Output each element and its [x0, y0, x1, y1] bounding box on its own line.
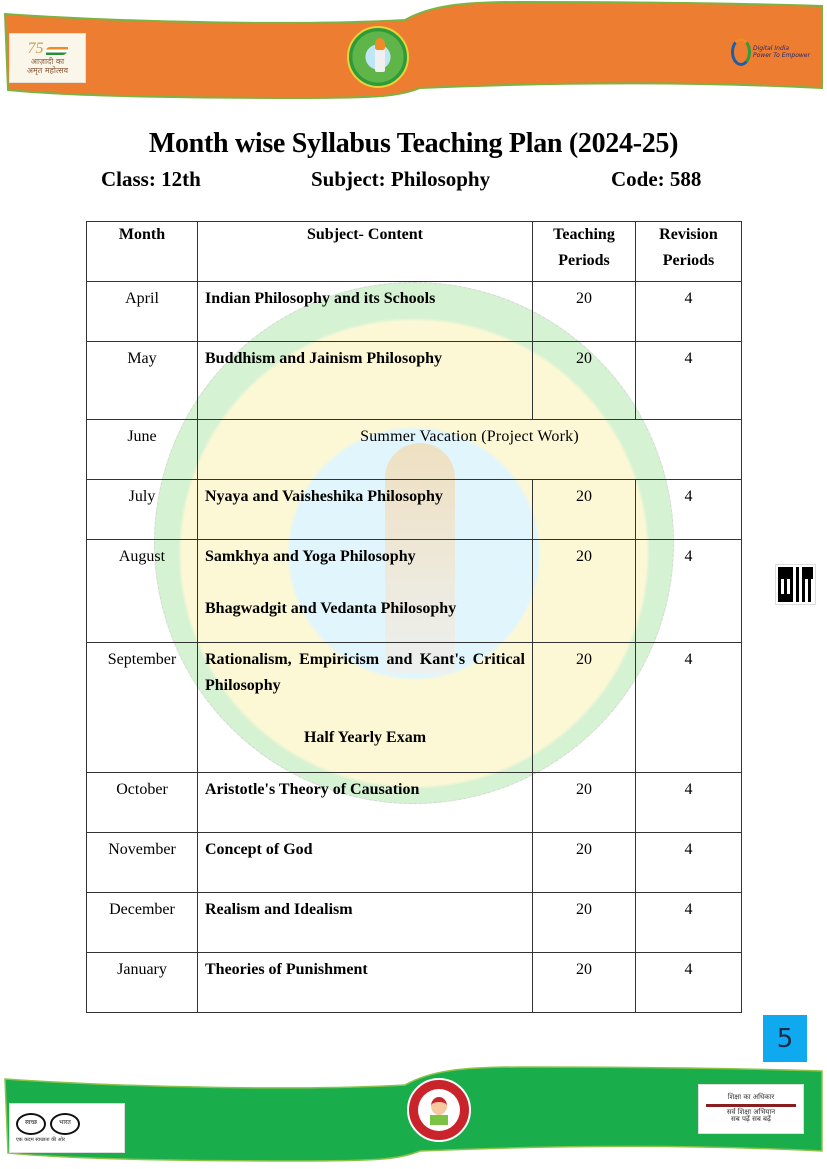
book-icon	[430, 1115, 448, 1125]
revision-periods-cell: 4	[636, 342, 742, 420]
teaching-periods-cell: 20	[533, 833, 636, 893]
teaching-periods-cell: 20	[533, 953, 636, 1013]
lens-left-text: स्वच्छ	[16, 1113, 46, 1135]
teaching-periods-cell: 20	[533, 342, 636, 420]
content-cell	[198, 540, 533, 643]
content-cell: Buddhism and Jainism Philosophy	[198, 342, 533, 420]
teaching-periods-cell: 20	[533, 773, 636, 833]
revision-periods-cell: 4	[636, 833, 742, 893]
logo-text-line1: आज़ादी का	[30, 57, 65, 66]
month-cell: July	[87, 480, 198, 540]
class-label: Class: 12th	[101, 167, 201, 191]
page-title: Month wise Syllabus Teaching Plan (2024-25)	[148, 128, 679, 159]
flag-icon	[46, 47, 68, 55]
content-cell	[198, 643, 533, 773]
month-cell: September	[87, 643, 198, 773]
month-cell: May	[87, 342, 198, 420]
logo-75-text: 75	[27, 40, 44, 58]
digital-india-logo	[731, 38, 810, 70]
month-cell: December	[87, 893, 198, 953]
pencil-bar-icon	[706, 1104, 796, 1107]
content-topic-1: Rationalism, Empiricism and Kant's Critical Philosophy	[205, 651, 525, 694]
digital-india-tagline: Power To Empower	[753, 51, 810, 59]
revision-periods-cell: 4	[636, 953, 742, 1013]
teaching-periods-cell: 20	[533, 540, 636, 643]
vacation-cell: Summer Vacation (Project Work)	[198, 420, 742, 480]
shiksha-ka-adhikar-logo	[698, 1084, 804, 1134]
month-cell: October	[87, 773, 198, 833]
swachh-tagline: एक कदम स्वच्छता की ओर	[16, 1136, 65, 1143]
digital-india-text	[753, 46, 810, 59]
revision-periods-cell: 4	[636, 643, 742, 773]
rte-line2: सर्व शिक्षा अभियान	[726, 1107, 776, 1116]
table-row	[87, 773, 742, 833]
subject-label: Subject: Philosophy	[311, 167, 491, 191]
header-subject-content: Subject- Content	[198, 222, 533, 282]
month-cell: August	[87, 540, 198, 643]
header-revision-periods	[636, 222, 742, 282]
header-teaching-periods	[533, 222, 636, 282]
board-seal-logo	[347, 26, 409, 88]
glasses-icon	[16, 1113, 80, 1135]
revision-periods-cell: 4	[636, 773, 742, 833]
table-row	[87, 643, 742, 773]
rte-line3: सब पढ़ें सब बढ़ें	[731, 1115, 771, 1124]
content-cell: Theories of Punishment	[198, 953, 533, 1013]
table-row	[87, 540, 742, 643]
half-yearly-exam-label: Half Yearly Exam	[303, 729, 427, 746]
table-row	[87, 342, 742, 420]
header-revision-line1: Revision	[659, 226, 718, 243]
revision-periods-cell: 4	[636, 540, 742, 643]
teaching-periods-cell: 20	[533, 480, 636, 540]
syllabus-plan-table	[86, 221, 742, 1013]
header-band-shape	[0, 0, 827, 105]
content-cell: Aristotle's Theory of Causation	[198, 773, 533, 833]
digital-india-title: Digital India	[753, 45, 790, 52]
month-cell: November	[87, 833, 198, 893]
content-cell: Nyaya and Vaisheshika Philosophy	[198, 480, 533, 540]
revision-periods-cell: 4	[636, 893, 742, 953]
lens-right-text: भारत	[50, 1113, 80, 1135]
table-row	[87, 282, 742, 342]
header-teaching-line1: Teaching	[553, 226, 615, 243]
teaching-periods-cell: 20	[533, 643, 636, 773]
table-row	[87, 893, 742, 953]
month-cell: January	[87, 953, 198, 1013]
teaching-periods-cell: 20	[533, 282, 636, 342]
rte-title: शिक्षा का अधिकार	[727, 1092, 775, 1101]
table-row	[87, 480, 742, 540]
header-month: Month	[87, 222, 198, 282]
month-cell: June	[87, 420, 198, 480]
azadi-ka-amrit-mahotsav-logo	[9, 33, 86, 83]
flame-icon	[375, 38, 385, 50]
girl-reading-icon	[418, 1089, 460, 1131]
table-row	[87, 420, 742, 480]
header-band	[0, 0, 827, 105]
content-topic-2: Bhagwadgit and Vedanta Philosophy	[205, 600, 457, 617]
table-row	[87, 953, 742, 1013]
month-cell: April	[87, 282, 198, 342]
header-revision-line2: Periods	[662, 252, 715, 269]
revision-periods-cell: 4	[636, 480, 742, 540]
girl-face-icon	[431, 1097, 447, 1115]
logo-text-line2: अमृत महोत्सव	[26, 65, 69, 75]
beti-bachao-beti-padhao-logo	[407, 1078, 471, 1142]
digital-india-mark-icon	[731, 38, 751, 66]
code-label: Code: 588	[611, 167, 702, 191]
header-teaching-line2: Periods	[558, 252, 610, 269]
content-cell: Realism and Idealism	[198, 893, 533, 953]
content-cell: Concept of God	[198, 833, 533, 893]
table-header-row	[87, 222, 742, 282]
content-cell: Indian Philosophy and its Schools	[198, 282, 533, 342]
content-topic-1: Samkhya and Yoga Philosophy	[205, 548, 416, 565]
revision-periods-cell: 4	[636, 282, 742, 342]
teaching-periods-cell: 20	[533, 893, 636, 953]
swachh-bharat-logo	[9, 1103, 125, 1153]
page-number-badge: 5	[763, 1015, 807, 1062]
table-row	[87, 833, 742, 893]
qr-code-icon[interactable]	[776, 565, 815, 604]
